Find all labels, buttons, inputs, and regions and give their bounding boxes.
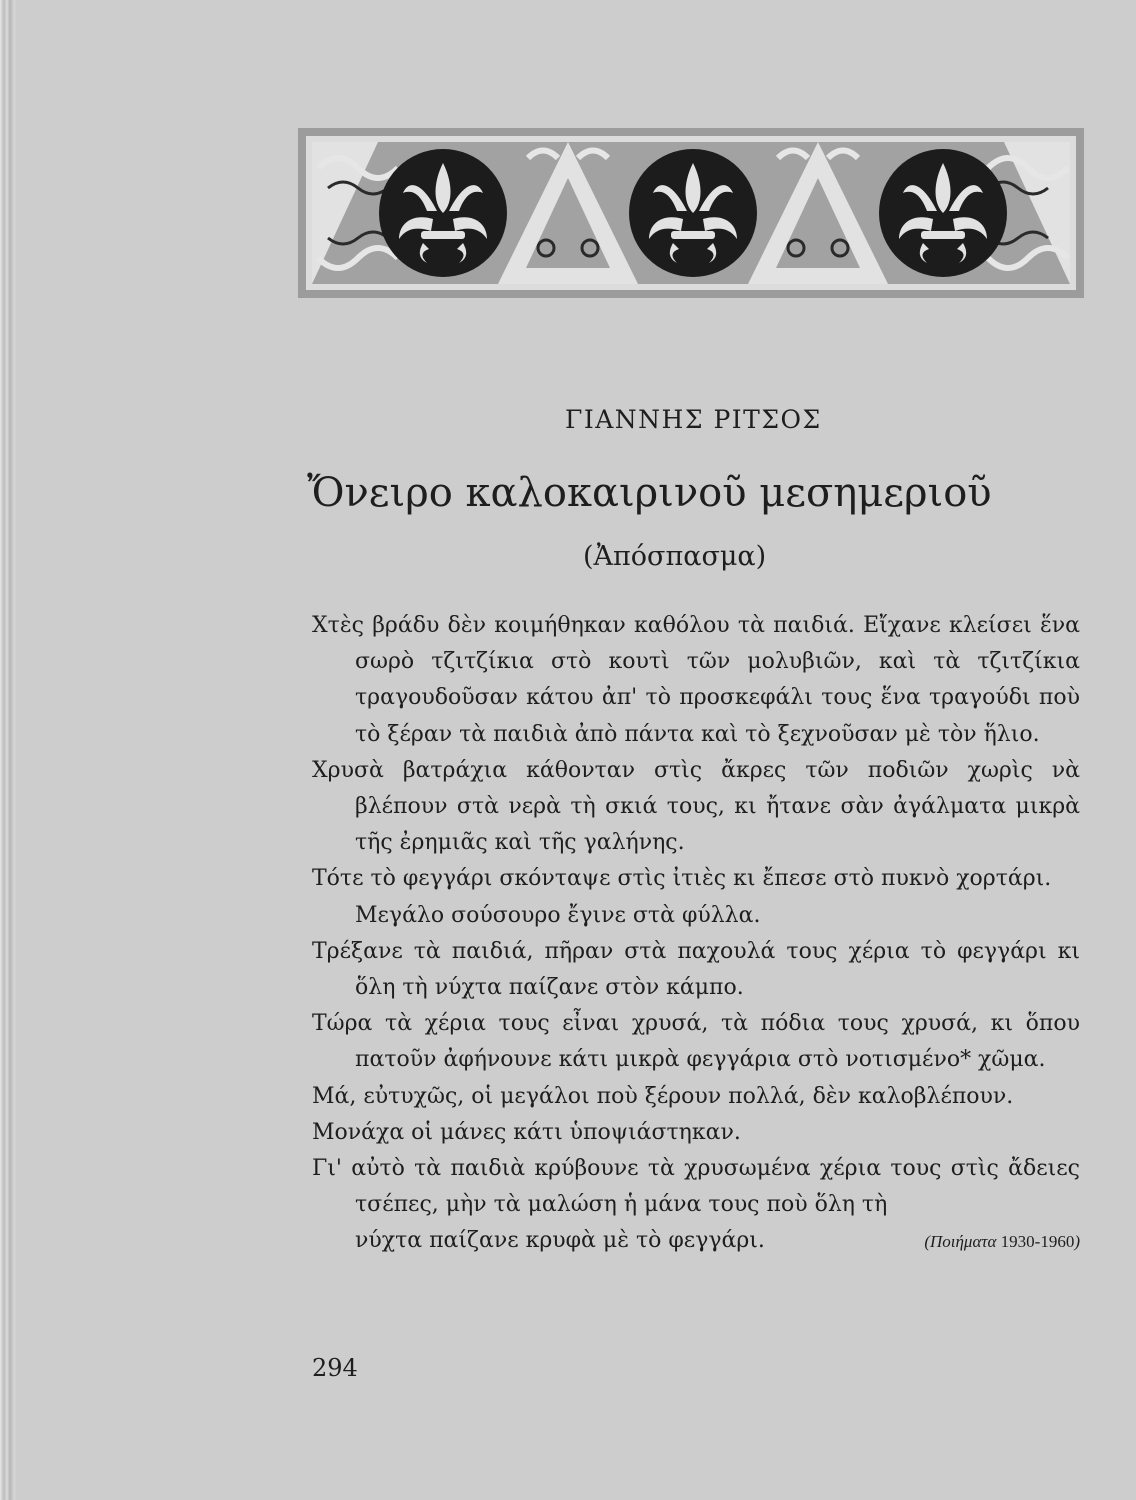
poem-stanza: Γι' αὐτὸ τὰ παιδιὰ κρύβουνε τὰ χρυσωμένα χέρια τους στὶς ἄδειες τσέπες, μὴν τὰ μαλώση ἡ μάνα τους ποὺ ὅλη τὴ: [312, 1156, 1080, 1218]
poem-stanza: Τρέξανε τὰ παιδιά, πῆραν στὰ παχουλά τους χέρια τὸ φεγγάρι κι ὅλη τὴ νύχτα παίζανε στὸν κάμπο.: [312, 938, 1080, 1001]
poem-stanza: Τότε τὸ φεγγάρι σκόνταψε στὶς ἰτιὲς κι ἔπεσε στὸ πυκνὸ χορτάρι.: [312, 866, 1052, 892]
poem-stanza: Χτὲς βράδυ δὲν κοιμήθηκαν καθόλου τὰ παιδιά. Εἴχανε κλείσει ἕνα σωρὸ τζιτζίκια στὸ κουτὶ τῶν μολυβιῶν, καὶ τὰ τζιτζίκια τραγουδοῦσαν κάτου ἀπ' τὸ προσκεφάλι τους ἕνα τραγούδι ποὺ τὸ ξέραν τὰ παιδιὰ ἀπὸ πάντα καὶ τὸ ξεχνοῦσαν μὲ τὸν ἥλιο.: [312, 613, 1080, 747]
page-number: 294: [312, 1354, 358, 1382]
poem-final-line: [312, 1223, 1080, 1260]
author-name: ΓΙΑΝΝΗΣ ΡΙΤΣΟΣ: [565, 405, 822, 434]
poem-stanza: Μά, εὐτυχῶς, οἱ μεγάλοι ποὺ ξέρουν πολλά, δὲν καλοβλέπουν.: [312, 1083, 1014, 1109]
source-citation: (Ποιήματα 1930-1960): [924, 1232, 1080, 1252]
poem-stanza: Μονάχα οἱ μάνες κάτι ὑποψιάστηκαν.: [312, 1119, 741, 1145]
poem-stanza: Μεγάλο σούσουρο ἔγινε στὰ φύλλα.: [355, 902, 761, 928]
source-title: Ποιήματα: [930, 1232, 997, 1252]
book-page-edges: [0, 0, 18, 1500]
poem-stanza: Τώρα τὰ χέρια τους εἶναι χρυσά, τὰ πόδια τους χρυσά, κι ὅπου πατοῦν ἀφήνουνε κάτι μικρὰ φεγγάρια στὸ νοτισμένο* χῶμα.: [312, 1011, 1080, 1073]
poem-final-line-text: νύχτα παίζανε κρυφὰ μὲ τὸ φεγγάρι.: [355, 1228, 765, 1254]
decorative-ornament-band: [298, 128, 1084, 298]
poem-body: [312, 608, 1080, 1261]
poem-title: Ὄνειρο καλοκαιρινοῦ μεσημεριοῦ: [307, 470, 992, 516]
poem-stanza: Χρυσὰ βατράχια κάθονταν στὶς ἄκρες τῶν ποδιῶν χωρὶς νὰ βλέπουν στὰ νερὰ τὴ σκιά τους, κι ἤτανε σὰν ἀγάλματα μικρὰ τῆς ἐρημιᾶς καὶ τῆς γαλήνης.: [312, 757, 1080, 856]
source-years: 1930-1960: [1000, 1232, 1075, 1252]
poem-subtitle: (Ἀπόσπασμα): [583, 541, 767, 572]
